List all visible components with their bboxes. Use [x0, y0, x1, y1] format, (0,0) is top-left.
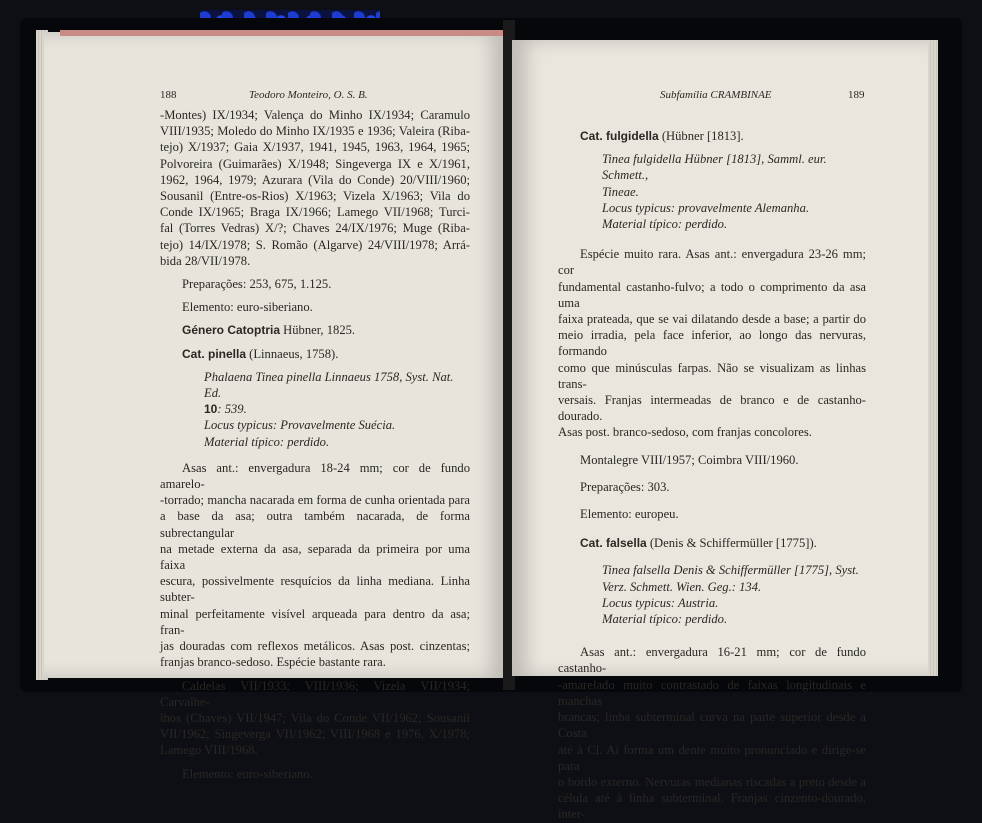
- reference-line: Locus typicus: provavelmente Alemanha.: [602, 200, 810, 215]
- fulgidella-reference-block: [558, 151, 866, 232]
- species-fulgidella-heading: [558, 128, 866, 144]
- reference-line: Tinea fulgidella Hübner [1813], Samml. eur. Schmett.,: [602, 152, 827, 183]
- left-page-top-edge: [60, 30, 506, 36]
- genus-heading: [160, 322, 470, 338]
- text-line: -amarelado muito contrastado de faixas longitudinais e manchas: [558, 677, 866, 708]
- falsella-description: [558, 644, 866, 822]
- text-line: escura, possivelmente resquícios da linha mediana. Linha subter-: [160, 574, 470, 605]
- right-page-body: [558, 128, 866, 823]
- reference-line: Tineae.: [602, 184, 639, 199]
- left-preparacoes: Preparações: 253, 675, 1.125.: [182, 277, 332, 292]
- text-line: Conde IX/1965; Braga IX/1966; Lamego VII/1968; Turci-: [160, 205, 470, 220]
- pinella-material: Material típico: perdido.: [204, 434, 330, 449]
- left-running-head: [249, 89, 368, 101]
- text-line: jas douradas com reflexos metálicos. Asas post. cinzentas;: [160, 639, 470, 654]
- left-elemento-2: Elemento: euro-siberiano.: [182, 766, 313, 781]
- reference-line: Verz. Schmett. Wien. Geg.: 134.: [602, 579, 762, 594]
- fulgidella-preparacoes: Preparações: 303.: [580, 479, 670, 494]
- text-line: Caldelas VII/1933; VIII/1936; Vizela VII/1934; Carvalhe-: [160, 678, 470, 709]
- pinella-localities: [160, 678, 470, 759]
- right-page-number: 189: [848, 89, 865, 101]
- text-line: a base da asa; outra também nacarada, de forma subrectangular: [160, 509, 470, 540]
- pinella-ref-page: : 539.: [217, 402, 247, 417]
- text-line: até à Cl. Aí forma um dente muito pronunciado e dirige-se para: [558, 742, 866, 773]
- text-line: VII/1962; Singeverga VII/1962; VIII/1968 e 1976, X/1978;: [160, 727, 470, 742]
- text-line: como que minúsculas farpas. Não se visualizam as linhas trans-: [558, 360, 866, 391]
- species-falsella-heading: [558, 535, 866, 551]
- text-line: brancas; linha subterminal curva na parte superior desde a Costa: [558, 710, 866, 741]
- text-line: Espécie muito rara. Asas ant.: envergadura 23-26 mm; cor: [558, 247, 866, 278]
- text-line: o bordo externo. Nervuras medianas riscadas a preto desde a: [558, 774, 866, 789]
- text-line: meio irradia, pela face inferior, ao longo das nervuras, formando: [558, 328, 866, 359]
- left-page-body: [160, 107, 470, 782]
- text-line: 1962, 1964, 1979; Azurara (Vila do Conde) 20/VIII/1960;: [160, 172, 470, 187]
- text-line: versais. Franjas intermeadas de branco e de castanho-dourado.: [558, 393, 866, 424]
- right-running-head-text: Subfamília CRAMBINAE: [660, 89, 772, 101]
- text-line: minal perfeitamente visível arqueada para dentro da asa; fran-: [160, 606, 470, 637]
- pinella-ref-line-1: Phalaena Tinea pinella Linnaeus 1758, Syst. Nat. Ed.: [204, 369, 454, 401]
- text-line: faixa prateada, que se vai dilatando desde a base; a partir do: [558, 312, 866, 327]
- left-page-number: 188: [160, 89, 177, 101]
- fulgidella-localities: Montalegre VIII/1957; Coimbra VIII/1960.: [580, 452, 799, 467]
- species-pinella-name: Cat. pinella: [182, 346, 247, 361]
- fulgidella-elemento: Elemento: europeu.: [580, 507, 679, 522]
- genus-author: Hübner, 1825.: [280, 323, 356, 338]
- reference-line: Tinea falsella Denis & Schiffermüller [1775], Syst.: [602, 563, 859, 578]
- text-line: célula até à linha subterminal. Franjas cinzento-dourado, inter-: [558, 791, 866, 822]
- species-pinella-heading: [160, 346, 470, 362]
- pinella-description: [160, 460, 470, 671]
- text-line: lhos (Chaves) VII/1947; Vila do Conde VII/1962; Sousanil: [160, 710, 470, 725]
- pinella-locus: Locus typicus: Provavelmente Suécia.: [204, 418, 396, 433]
- reference-line: Material típico: perdido.: [602, 217, 728, 232]
- text-line: fal (Torres Vedras) X/?; Chaves 24/IX/1976; Muge (Riba-: [160, 221, 470, 236]
- falsella-reference-block: [558, 562, 866, 627]
- pinella-ref-line-2: [204, 401, 470, 417]
- text-line: Polvoreira (Guimarães) X/1948; Singeverga IX e X/1961,: [160, 156, 470, 171]
- reference-line: Material típico: perdido.: [602, 612, 728, 627]
- left-locality-paragraph: [160, 107, 470, 269]
- left-running-head-text: Teodoro Monteiro, O. S. B.: [249, 89, 368, 101]
- text-line: Asas ant.: envergadura 18-24 mm; cor de fundo amarelo-: [160, 460, 470, 492]
- text-line: franjas branco-sedoso. Espécie bastante rara.: [160, 655, 386, 670]
- text-line: VIII/1935; Moledo do Minho IX/1935 e 1936; Valeira (Riba-: [160, 124, 470, 139]
- pinella-reference-block: [160, 369, 470, 450]
- text-line: fundamental castanho-fulvo; a todo o comprimento da asa uma: [558, 279, 866, 310]
- text-line: Asas post. branco-sedoso, com franjas concolores.: [558, 425, 812, 440]
- text-line: -torrado; mancha nacarada em forma de cunha orientada para: [160, 493, 470, 508]
- species-pinella-author: (Linnaeus, 1758).: [246, 346, 339, 361]
- right-running-head: [660, 89, 772, 101]
- left-elemento-1: Elemento: euro-siberiano.: [182, 300, 313, 315]
- text-line: Asas ant.: envergadura 16-21 mm; cor de fundo castanho-: [558, 645, 866, 676]
- species-fulgidella-author: (Hübner [1813].: [658, 129, 744, 143]
- text-line: Sousanil (Entre-os-Rios) X/1963; Vizela X/1963; Vila do: [160, 189, 470, 204]
- pinella-ref-edition: 10: [204, 402, 218, 417]
- text-line: -Montes) IX/1934; Valença do Minho IX/1934; Caramulo: [160, 108, 470, 122]
- text-line: tejo) 14/IX/1978; S. Romão (Algarve) 24/VIII/1978; Arrá-: [160, 237, 470, 252]
- genus-name: Género Catoptria: [182, 323, 281, 338]
- species-falsella-name: Cat. falsella: [580, 536, 647, 551]
- reference-line: Locus typicus: Austria.: [602, 595, 719, 610]
- text-line: tejo) X/1937; Gaia X/1937, 1941, 1945, 1963, 1964, 1965;: [160, 140, 470, 155]
- fulgidella-description: [558, 246, 866, 440]
- species-fulgidella-name: Cat. fulgidella: [580, 129, 659, 143]
- right-page-edges: [928, 40, 938, 676]
- species-falsella-author: (Denis & Schiffermüller [1775]).: [646, 536, 817, 551]
- text-line: bida 28/VII/1978.: [160, 253, 251, 268]
- text-line: na metade externa da asa, separada da primeira por uma faixa: [160, 541, 470, 573]
- text-line: Lamego VIII/1968.: [160, 743, 258, 758]
